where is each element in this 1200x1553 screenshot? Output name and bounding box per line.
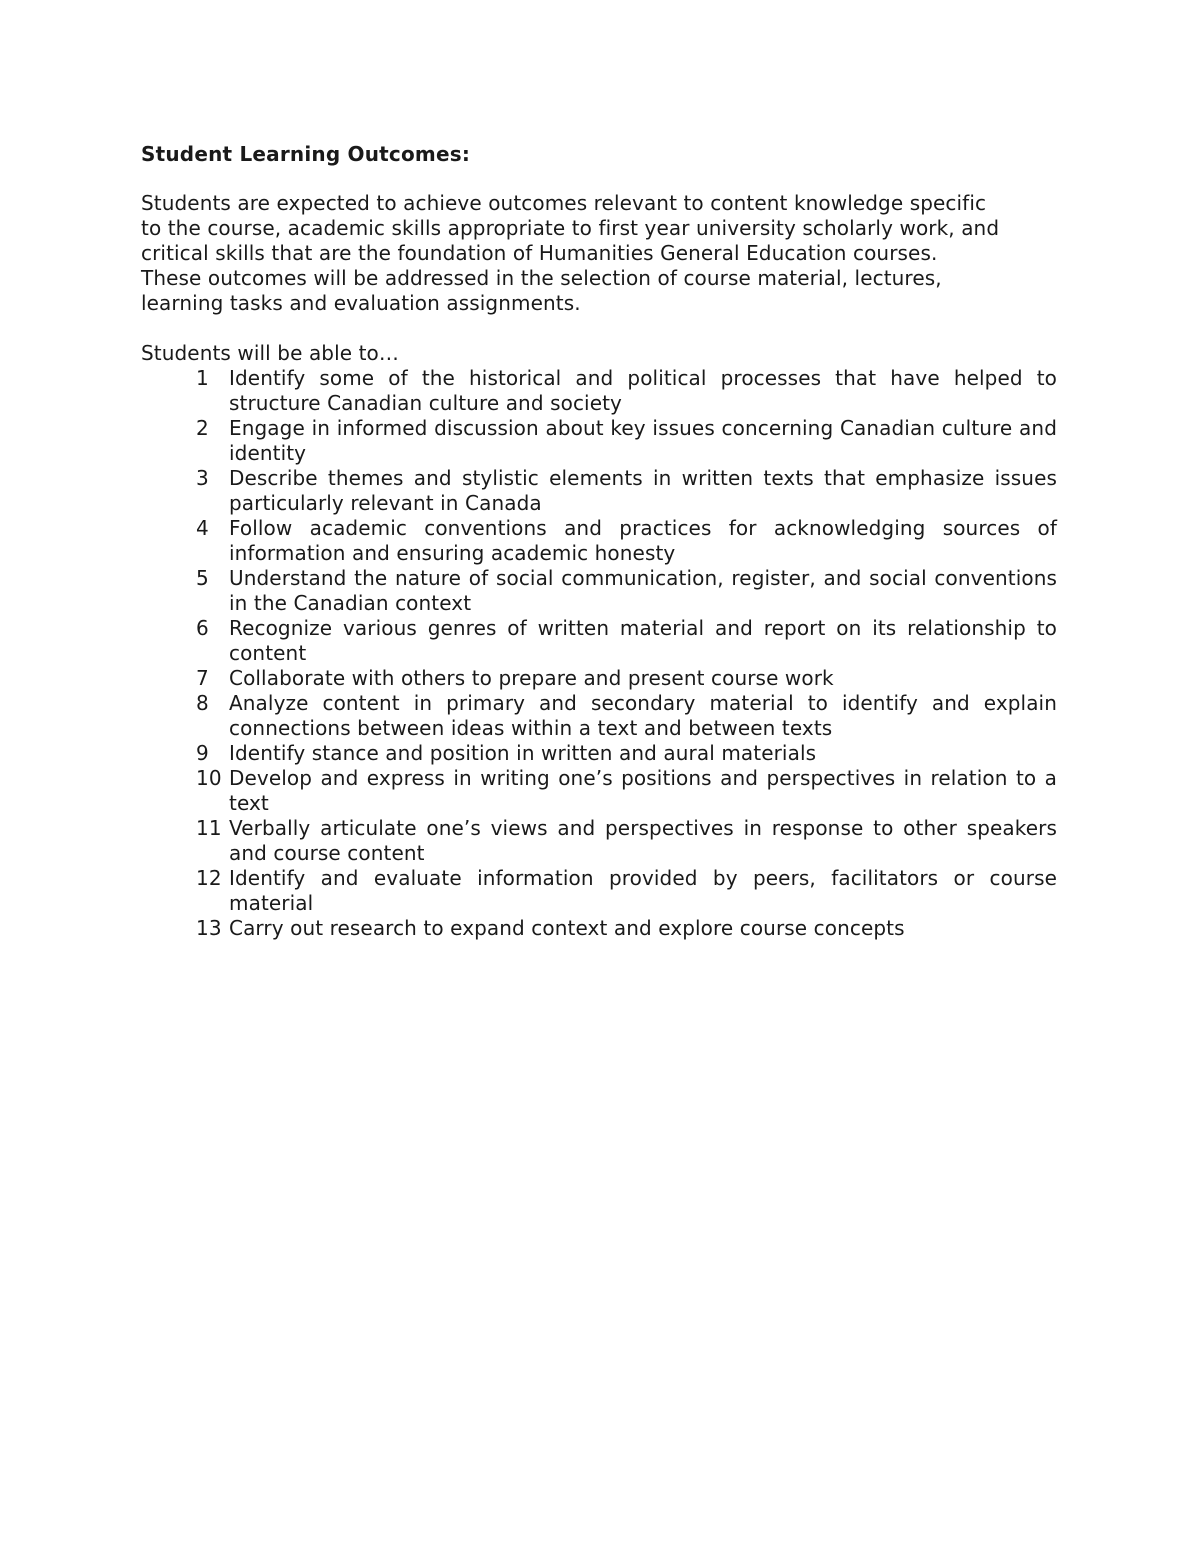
document-page	[141, 141, 1057, 941]
list-item-number: 2	[196, 416, 209, 440]
list-item-text: Engage in informed discussion about key issues concerning Canadian culture and identity	[229, 416, 1057, 465]
list-item-text: Identify and evaluate information provided by peers, facilitators or course material	[229, 866, 1057, 915]
list-item	[141, 466, 1057, 516]
list-item-text: Carry out research to expand context and explore course concepts	[229, 916, 905, 940]
list-item-number: 11	[196, 816, 222, 840]
intro-paragraph	[141, 191, 1057, 316]
list-item	[141, 916, 1057, 941]
list-item-text: Develop and express in writing one’s positions and perspectives in relation to a text	[229, 766, 1057, 815]
list-item-text: Follow academic conventions and practices for acknowledging sources of information and ensuring academic honesty	[229, 516, 1057, 565]
intro-line: Students are expected to achieve outcomes relevant to content knowledge specific	[141, 191, 987, 215]
list-item-number: 4	[196, 516, 209, 540]
outcomes-list	[141, 366, 1057, 941]
list-item	[141, 741, 1057, 766]
list-item-text: Identify some of the historical and political processes that have helped to structure Canadian culture and society	[229, 366, 1057, 415]
list-item-number: 12	[196, 866, 222, 890]
list-item	[141, 866, 1057, 916]
outcomes-lead: Students will be able to…	[141, 341, 399, 365]
list-item-number: 1	[196, 366, 209, 390]
list-item	[141, 616, 1057, 666]
intro-line: learning tasks and evaluation assignments.	[141, 291, 581, 315]
list-item	[141, 691, 1057, 741]
list-item-number: 9	[196, 741, 209, 765]
list-item	[141, 816, 1057, 866]
intro-line: These outcomes will be addressed in the selection of course material, lectures,	[141, 266, 942, 290]
list-item	[141, 416, 1057, 466]
list-item-number: 10	[196, 766, 222, 790]
list-item	[141, 516, 1057, 566]
list-item-text: Describe themes and stylistic elements in written texts that emphasize issues particularly relevant in Canada	[229, 466, 1057, 515]
list-item-number: 3	[196, 466, 209, 490]
list-item-number: 8	[196, 691, 209, 715]
section-heading: Student Learning Outcomes:	[141, 142, 471, 166]
list-item-number: 6	[196, 616, 209, 640]
list-item-text: Understand the nature of social communication, register, and social conventions in the Canadian context	[229, 566, 1057, 615]
list-item-number: 7	[196, 666, 209, 690]
intro-line: to the course, academic skills appropriate to first year university scholarly work, and	[141, 216, 1000, 240]
list-item-number: 5	[196, 566, 209, 590]
list-item-text: Verbally articulate one’s views and perspectives in response to other speakers and course content	[229, 816, 1057, 865]
list-item-number: 13	[196, 916, 222, 940]
list-item	[141, 766, 1057, 816]
list-item-text: Identify stance and position in written and aural materials	[229, 741, 817, 765]
list-item	[141, 666, 1057, 691]
list-item-text: Collaborate with others to prepare and present course work	[229, 666, 834, 690]
list-item	[141, 366, 1057, 416]
intro-line: critical skills that are the foundation of Humanities General Education courses.	[141, 241, 938, 265]
list-item-text: Analyze content in primary and secondary material to identify and explain connections between ideas within a text and between texts	[229, 691, 1057, 740]
list-item-text: Recognize various genres of written material and report on its relationship to content	[229, 616, 1057, 665]
list-item	[141, 566, 1057, 616]
